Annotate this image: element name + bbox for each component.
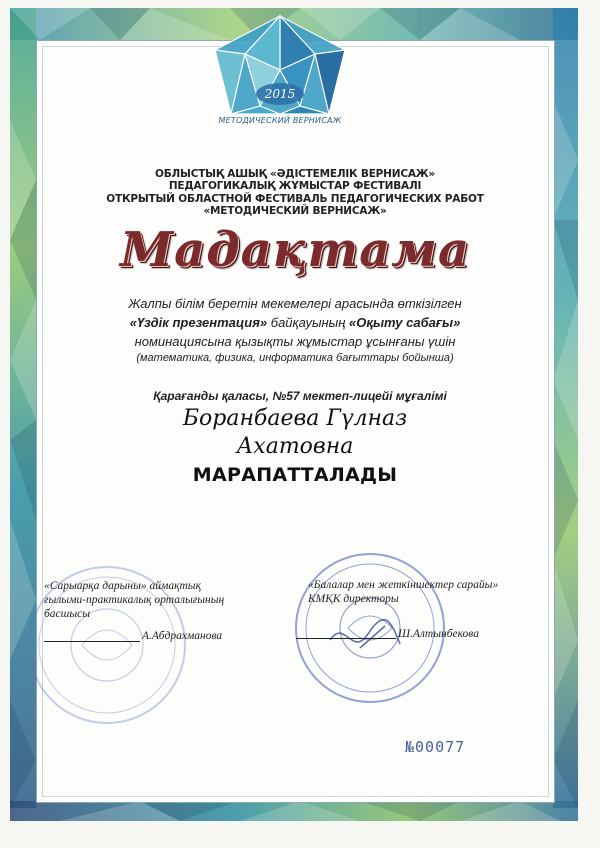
serial-number: №00077	[405, 738, 466, 756]
right-signer-name: Ш.Алтынбекова	[398, 628, 479, 640]
recipient-patronymic: Ахатовна	[236, 434, 354, 459]
header-line-2: ПЕДАГОГИКАЛЫҚ ЖҰМЫСТАР ФЕСТИВАЛІ	[168, 180, 422, 192]
recipient-school: Қарағанды қаласы, №57 мектеп-лицейі мұғалімі	[153, 389, 447, 403]
nomination-name: «Оқыту сабағы»	[349, 315, 461, 330]
header-line-1: ОБЛЫСТЫҚ АШЫҚ «ӘДІСТЕМЕЛІК ВЕРНИСАЖ»	[154, 168, 436, 180]
body-line-3: номинациясына қызықты жұмыстар ұсынғаны үшін	[134, 334, 456, 349]
recipient-name: Боранбаева Гүлназ	[182, 406, 408, 431]
certificate-title: Мадақтама	[119, 222, 471, 278]
contest-connector: байқауының	[267, 315, 350, 330]
awarded-text: МАРАПАТТАЛАДЫ	[192, 464, 398, 486]
body-line-2	[60, 315, 530, 330]
logo-year: 2015	[264, 87, 296, 101]
right-signer-title-1: «Балалар мен жеткіншектер сарайы»	[308, 579, 499, 591]
festival-logo-icon	[205, 10, 355, 150]
logo-caption: МЕТОДИЧЕСКИЙ ВЕРНИСАЖ	[218, 116, 342, 125]
left-signer-title-2: ғылыми-практикалық орталығының	[44, 594, 225, 606]
right-signature-line	[296, 638, 396, 639]
left-signer-title-1: «Сарыарқа дарыны» аймақтық	[44, 580, 201, 592]
left-signer-title-3: басшысы	[44, 608, 90, 620]
body-line-4: (математика, физика, информатика бағыттары бойынша)	[136, 352, 454, 364]
left-signature-line	[44, 641, 140, 642]
left-signer-name: А.Абдрахманова	[142, 630, 223, 642]
header-line-4: «МЕТОДИЧЕСКИЙ ВЕРНИСАЖ»	[203, 205, 387, 217]
right-signer-title-2: КМҚК директоры	[308, 593, 399, 605]
header-line-3: ОТКРЫТЫЙ ОБЛАСТНОЙ ФЕСТИВАЛЬ ПЕДАГОГИЧЕСКИХ РАБОТ	[106, 193, 484, 205]
contest-name: «Үздік презентация»	[129, 315, 268, 330]
body-line-1: Жалпы білім беретін мекемелері арасында өткізілген	[128, 296, 462, 311]
